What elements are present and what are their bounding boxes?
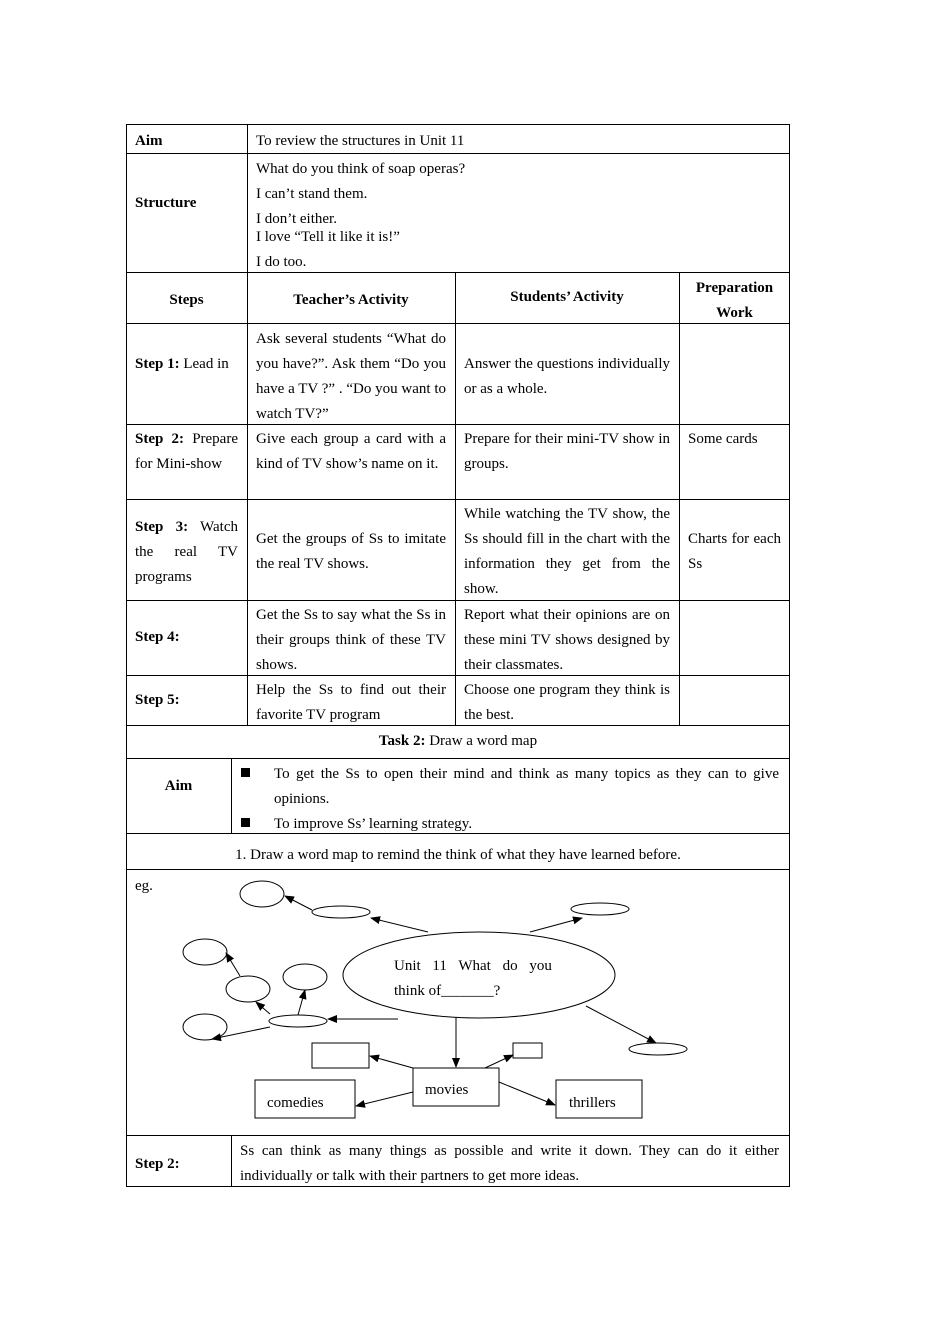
aim2-bullet-text: To improve Ss’ learning strategy. [274,816,473,832]
structure-line: I love “Tell it like it is!” [256,229,400,245]
blank-bubble [226,976,270,1002]
node-comedies: comedies [267,1095,324,1111]
node-thrillers: thrillers [569,1095,616,1111]
teacher-activity: Get the groups of Ss to imitate the real TV shows. [256,531,446,572]
step-label-rest: Watch the real TV programs [135,519,238,585]
header-preparation-line2: Work [716,305,753,321]
students-activity: Prepare for their mini-TV show in groups. [464,431,670,472]
header-students-activity: Students’ Activity [510,289,624,305]
structure-line: What do you think of soap operas? [256,161,466,177]
teacher-activity: Give each group a card with a kind of TV show’s name on it. [256,431,446,472]
students-activity: Report what their opinions are on these mini TV shows designed by their classmates. [464,607,670,673]
students-activity: Answer the questions individually or as a whole. [464,356,670,397]
arrow [285,896,312,910]
center-topic-line2: think of_______? [394,983,501,999]
header-teacher-activity: Teacher’s Activity [293,292,409,308]
step-label-bold: Step 1: [135,356,180,372]
students-activity: While watching the TV show, the Ss should fill in the chart with the information they get from the show. [464,506,670,597]
final-step-label: Step 2: [135,1156,180,1172]
arrow [371,918,428,932]
teacher-activity: Help the Ss to find out their favorite TV program [256,682,446,723]
step-label-bold: Step 2: [135,431,185,447]
aim2-bullet-text: To get the Ss to open their mind and think as many topics as they can to give opinions. [274,766,779,807]
structure-line: I do too. [256,254,307,270]
center-topic-line1: Unit 11 What do you [394,958,552,974]
example-label: eg. [135,878,153,894]
students-activity: Choose one program they think is the best. [464,682,670,723]
structure-line: I can’t stand them. [256,186,368,202]
task2-title-bold: Task 2: [378,733,426,749]
arrow [256,1002,270,1014]
arrow [370,1056,413,1068]
final-step-text: Ss can think as many things as possible and write it down. They can do it either individually or talk with their partners to get more ideas. [240,1143,779,1184]
step-label-rest: Prepare for Mini-show [135,431,238,472]
node-movies: movies [425,1082,469,1098]
task2-title-rest: Draw a word map [429,733,538,749]
header-steps: Steps [169,292,204,308]
header-preparation-line1: Preparation [695,280,774,296]
arrow [530,918,582,932]
step-label-bold: Step 3: [135,519,189,535]
preparation-work: Some cards [688,431,758,447]
blank-bubble [629,1043,687,1055]
arrow [298,990,305,1015]
blank-bubble [269,1015,327,1027]
blank-bubble [240,881,284,907]
blank-bubble [571,903,629,915]
blank-bubble [283,964,327,990]
structure-line: I don’t either. [256,211,337,227]
word-map-instruction: 1. Draw a word map to remind the think of what they have learned before. [235,847,681,863]
blank-bubble [312,906,370,918]
step-label-rest: Lead in [183,356,229,372]
aim-text: To review the structures in Unit 11 [256,133,465,149]
aim-label: Aim [135,133,163,149]
blank-box [513,1043,542,1058]
teacher-activity: Get the Ss to say what the Ss in their groups think of these TV shows. [256,607,446,673]
arrow [356,1092,413,1106]
aim2-label: Aim [164,778,193,794]
blank-box [312,1043,369,1068]
teacher-activity: Ask several students “What do you have?”. Ask them “Do you have a TV ?” . “Do you want to watch TV?” [256,331,446,422]
structure-label: Structure [135,195,197,211]
blank-bubble [183,939,227,965]
preparation-work: Charts for each Ss [688,531,781,572]
blank-bubble [183,1014,227,1040]
step-label: Step 4: [135,629,180,645]
arrow [212,1027,270,1039]
arrow [499,1082,555,1105]
arrow [586,1006,656,1043]
step-label: Step 5: [135,692,180,708]
arrow [226,953,240,976]
arrow [485,1055,513,1068]
